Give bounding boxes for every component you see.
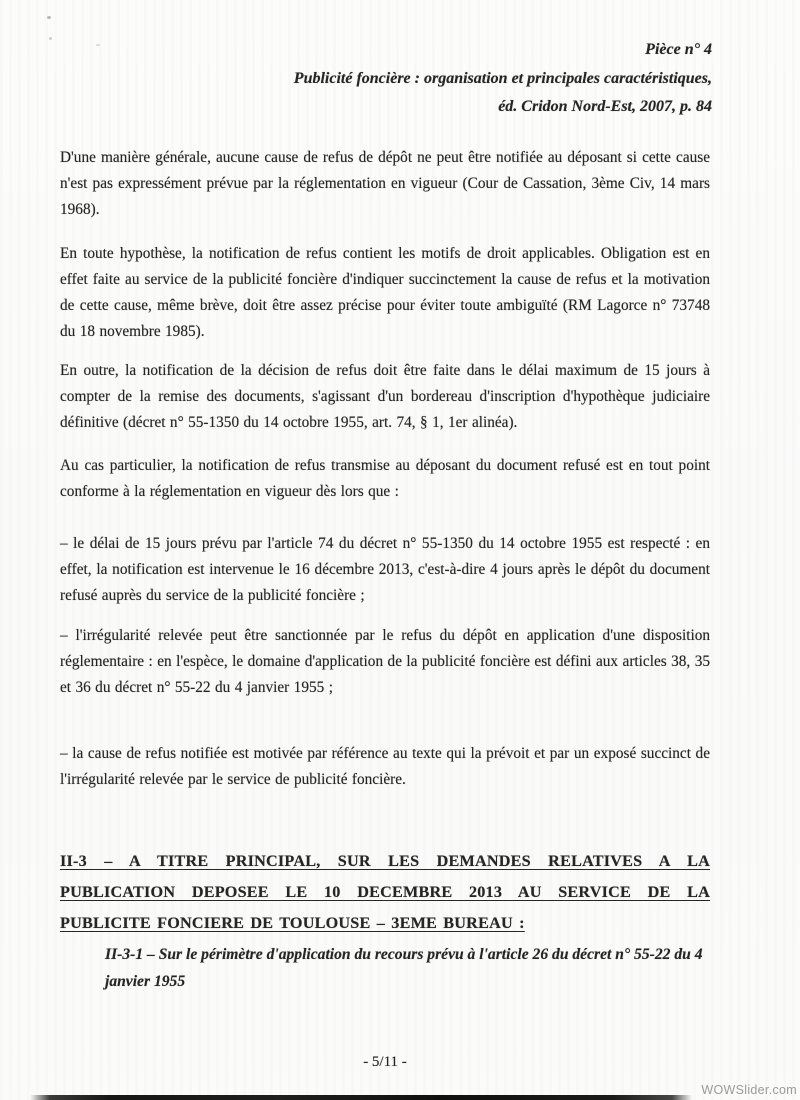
source-title: Publicité foncière : organisation et principales caractéristiques, xyxy=(293,69,712,87)
wowslider-watermark: WOWSlider.com xyxy=(701,1083,797,1097)
source-edition: éd. Cridon Nord-Est, 2007, p. 84 xyxy=(498,98,712,115)
document-header xyxy=(60,36,712,122)
section-heading: II-3 – A TITRE PRINCIPAL, SUR LES DEMANDES RELATIVES A LA PUBLICATION DEPOSEE LE 10 DECEMBRE 2013 AU SERVICE DE LA PUBLICITE FONCIERE DE TOULOUSE – 3EME BUREAU : xyxy=(60,852,710,932)
scan-speck xyxy=(49,37,52,40)
bullet-paragraph: – le délai de 15 jours prévu par l'article 74 du décret n° 55-1350 du 14 octobre 1955 est respecté : en effet, la notification est intervenue le 16 décembre 2013, c'est-à-dire 4 jours après le dépôt du document refusé auprès du service de la publicité foncière ; xyxy=(60,535,710,604)
scan-edge-artifact xyxy=(30,1095,692,1100)
body-paragraph: Au cas particulier, la notification de refus transmise au déposant du document refusé est en tout point conforme à la réglementation en vigueur dès lors que : xyxy=(60,457,710,500)
page-number: - 5/11 - xyxy=(363,1054,407,1070)
piece-number: Pièce n° 4 xyxy=(645,41,712,58)
body-paragraph: D'une manière générale, aucune cause de refus de dépôt ne peut être notifiée au déposant si cette cause n'est pas expressément prévue par la réglementation en vigueur (Cour de Cassation, 3ème Civ, 14 mars 1968). xyxy=(60,149,710,218)
bullet-paragraph: – la cause de refus notifiée est motivée par référence au texte qui la prévoit et par un exposé succinct de l'irrégularité relevée par le service de publicité foncière. xyxy=(60,745,710,788)
body-paragraph: En outre, la notification de la décision de refus doit être faite dans le délai maximum de 15 jours à compter de la remise des documents, s'agissant d'un bordereau d'inscription d'hypothèque judiciaire définitive (décret n° 55-1350 du 14 octobre 1955, art. 74, § 1, 1er alinéa). xyxy=(60,362,710,431)
body-paragraph: En toute hypothèse, la notification de refus contient les motifs de droit applicables. Obligation est en effet faite au service de la publicité foncière d'indiquer succinctement la cause de refus et la motivation de cette cause, même brève, doit être assez précise pour éviter toute ambiguïté (RM Lagorce n° 73748 du 18 novembre 1985). xyxy=(60,245,710,340)
subsection-heading: II-3-1 – Sur le périmètre d'application du recours prévu à l'article 26 du décret n° 55-22 du 4 janvier 1955 xyxy=(105,946,703,990)
bullet-paragraph: – l'irrégularité relevée peut être sanctionnée par le refus du dépôt en application d'une disposition réglementaire : en l'espèce, le domaine d'application de la publicité foncière est défini aux articles 38, 35 et 36 du décret n° 55-22 du 4 janvier 1955 ; xyxy=(60,627,710,696)
scan-speck xyxy=(47,16,51,19)
